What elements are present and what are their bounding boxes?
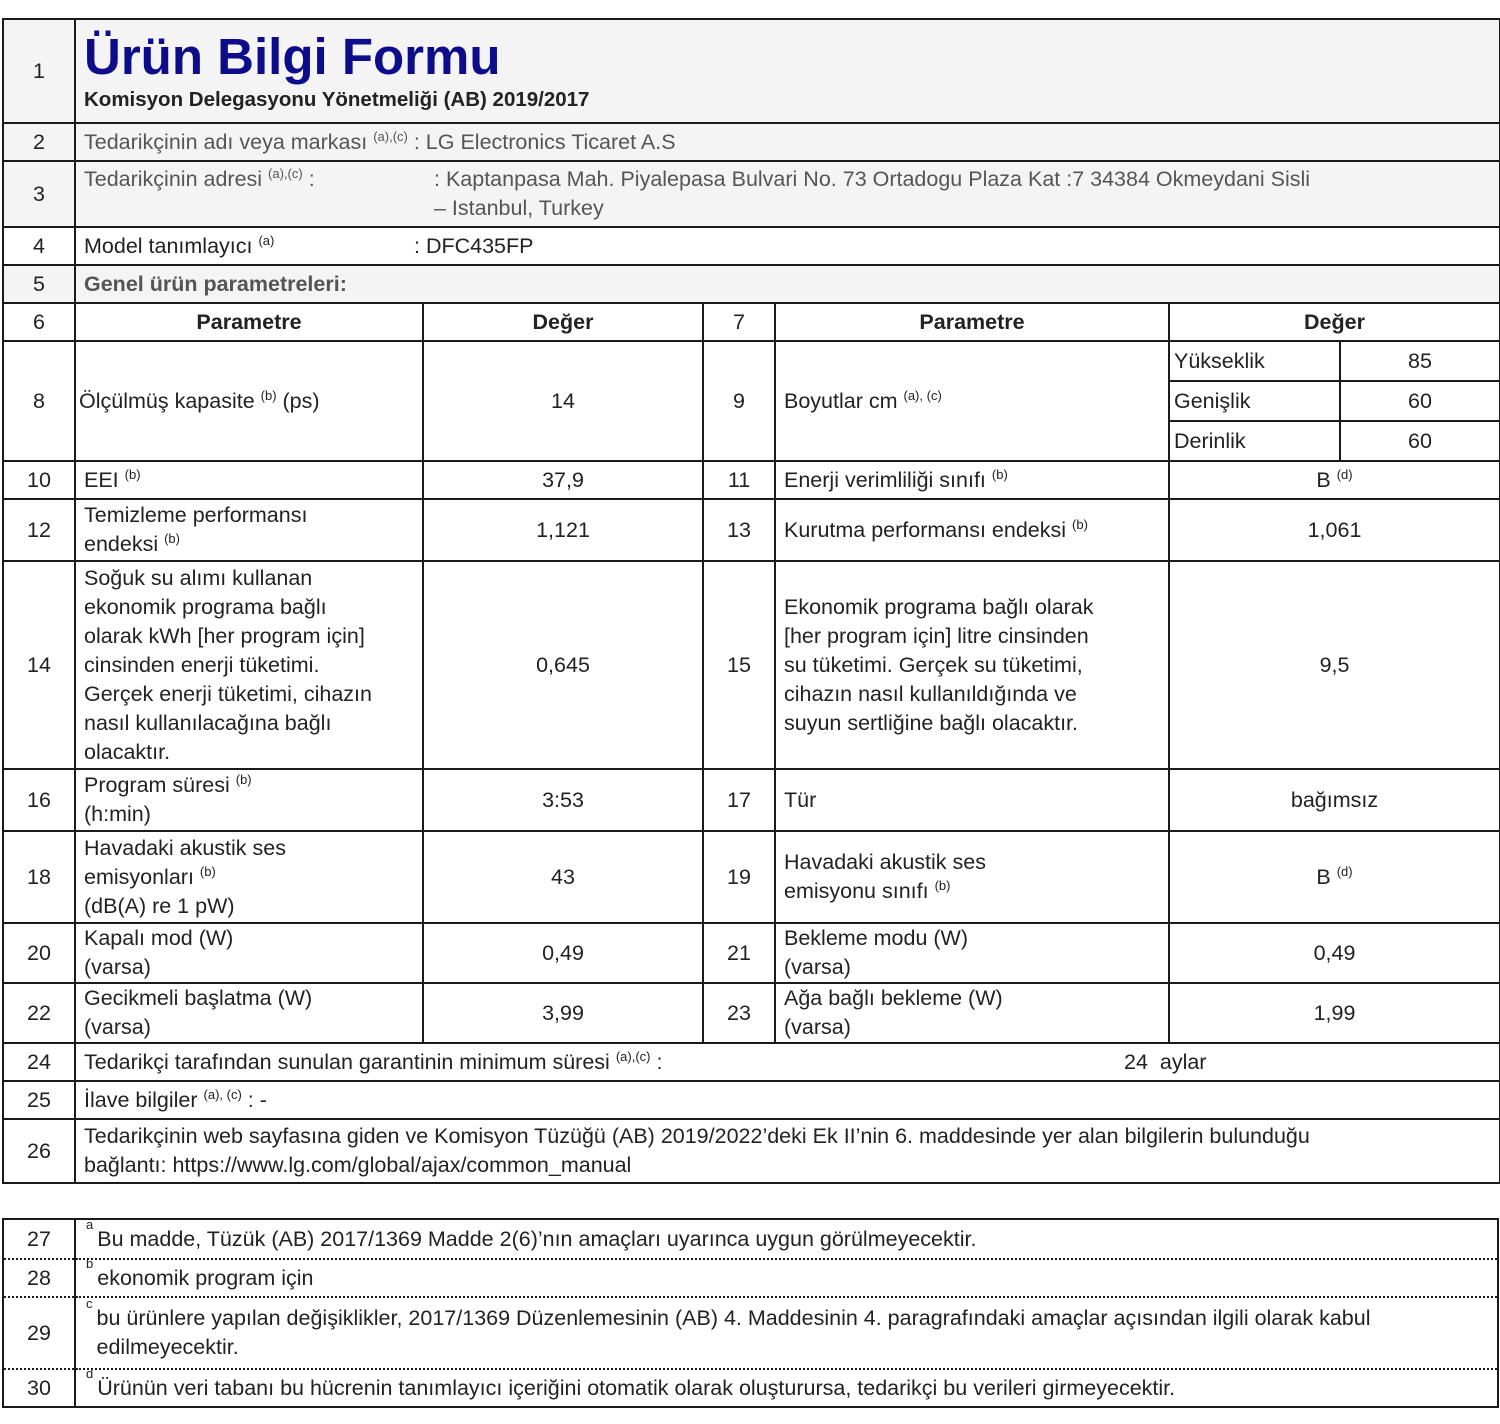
energy-consumption-line: ekonomik programa bağlı	[84, 594, 327, 619]
capacity-label-cell	[75, 341, 423, 461]
water-consumption-line: su tüketimi. Gerçek su tüketimi,	[784, 652, 1083, 677]
row-number: 9	[703, 341, 775, 461]
footnote-ref: (b)	[260, 387, 277, 403]
cleaning-value: 1,121	[423, 499, 703, 561]
footnote-ref: (d)	[1336, 466, 1353, 482]
row-number: 2	[3, 123, 75, 161]
dimensions-value-cell	[1169, 341, 1500, 461]
network-standby-label-line2: (varsa)	[784, 1015, 851, 1039]
eei-label: EEI	[84, 467, 119, 492]
energy-consumption-line: olacaktır.	[84, 739, 171, 764]
delay-start-label-line1: Gecikmeli başlatma (W)	[84, 986, 313, 1010]
footnote-mark: d	[86, 1365, 94, 1381]
height-label: Yükseklik	[1174, 349, 1265, 373]
warranty-cell	[75, 1043, 1500, 1081]
program-label-line2: (h:min)	[84, 802, 151, 826]
noise-class-value-cell	[1169, 831, 1500, 923]
row-number: 3	[3, 161, 75, 227]
footnote-ref: (d)	[1336, 863, 1353, 879]
row-number: 17	[703, 769, 775, 831]
column-header-parameter: Parametre	[775, 303, 1169, 341]
program-label-line1: Program süresi	[84, 773, 230, 797]
noise-class-value: B	[1316, 864, 1331, 889]
footnote-ref: (b)	[199, 863, 216, 879]
water-consumption-value: 9,5	[1169, 561, 1500, 769]
energy-class-value-cell	[1169, 461, 1500, 499]
footnote-mark: a	[86, 1216, 94, 1232]
energy-consumption-value: 0,645	[423, 561, 703, 769]
row-number: 15	[703, 561, 775, 769]
footnote-cell	[75, 1216, 1498, 1259]
footnote-ref: (b)	[1072, 516, 1088, 532]
general-params-row	[3, 265, 1500, 303]
column-header-parameter: Parametre	[75, 303, 423, 341]
warranty-value: 24 aylar	[1124, 1049, 1207, 1074]
footnote-cell	[75, 1255, 1498, 1297]
noise-label-line1: Havadaki akustik ses	[84, 835, 286, 860]
additional-info-cell	[75, 1081, 1500, 1119]
link-row	[3, 1119, 1500, 1183]
supplier-name-label: Tedarikçinin adı veya markası	[84, 129, 368, 154]
title-cell	[75, 19, 1500, 123]
eei-row	[3, 461, 1500, 499]
water-consumption-line: [her program için] litre cinsinden	[784, 623, 1089, 648]
footnote-ref: (b)	[934, 878, 951, 893]
noise-label-cell	[75, 831, 423, 923]
footnote-ref: (a),(c)	[373, 128, 408, 144]
row-number: 19	[703, 831, 775, 923]
water-consumption-label-cell	[775, 561, 1169, 769]
water-consumption-line: Ekonomik programa bağlı olarak	[784, 594, 1094, 619]
page-subtitle: Komisyon Delegasyonu Yönetmeliği (AB) 2019/2017	[84, 88, 590, 111]
link-cell	[75, 1119, 1500, 1183]
column-header-value: Değer	[1169, 303, 1500, 341]
depth-label: Derinlik	[1170, 421, 1340, 460]
supplier-name-cell	[75, 123, 1500, 161]
height-value: 85	[1340, 342, 1499, 381]
energy-consumption-line: nasıl kullanılacağına bağlı	[84, 710, 332, 735]
warranty-label: Tedarikçi tarafından sunulan garantinin minimum süresi	[84, 1049, 610, 1074]
energy-consumption-line: cinsinden enerji tüketimi.	[84, 652, 320, 677]
energy-class-value: B	[1316, 467, 1331, 492]
standby-label-line2: (varsa)	[784, 955, 851, 979]
row-number: 8	[3, 341, 75, 461]
warranty-colon: :	[650, 1049, 663, 1074]
capacity-label: Ölçülmüş kapasite	[79, 388, 255, 413]
model-cell	[75, 227, 1500, 265]
depth-value: 60	[1340, 421, 1499, 460]
footnote-row	[3, 1369, 1498, 1407]
energy-class-label-cell	[775, 461, 1169, 499]
supplier-address-label: Tedarikçinin adresi	[84, 167, 263, 191]
row-number: 29	[3, 1297, 75, 1369]
row-number: 16	[3, 769, 75, 831]
footnote-cell	[75, 1365, 1498, 1407]
supplier-address-row	[3, 161, 1500, 227]
energy-consumption-line: olarak kWh [her program için]	[84, 623, 365, 648]
row-number: 30	[3, 1369, 75, 1407]
row-number: 11	[703, 461, 775, 499]
dimensions-table	[1170, 342, 1499, 460]
additional-info-row	[3, 1081, 1500, 1119]
energy-consumption-line: Gerçek enerji tüketimi, cihazın	[84, 681, 372, 706]
footnote-row	[3, 1219, 1498, 1259]
page-title: Ürün Bilgi Formu	[84, 28, 501, 85]
general-params-heading: Genel ürün parametreleri:	[75, 265, 1500, 303]
row-number: 27	[3, 1219, 75, 1259]
row-number: 12	[3, 499, 75, 561]
row-number: 5	[3, 265, 75, 303]
footnote-text: Ürünün veri tabanı bu hücrenin tanımlayıcı içeriğini otomatik olarak oluşturursa, tedarikçi bu verileri girmeyecektir.	[97, 1375, 1176, 1400]
consumption-row	[3, 561, 1500, 769]
model-label: Model tanımlayıcı	[84, 233, 253, 258]
width-value: 60	[1340, 381, 1499, 421]
row-number: 28	[3, 1259, 75, 1297]
row-number: 14	[3, 561, 75, 769]
program-value: 3:53	[423, 769, 703, 831]
delay-start-label-line2: (varsa)	[84, 1015, 151, 1039]
supplier-name-row	[3, 123, 1500, 161]
capacity-dimensions-row	[3, 341, 1500, 461]
off-mode-label-line2: (varsa)	[84, 955, 151, 979]
energy-consumption-label-cell	[75, 561, 423, 769]
supplier-address-cell	[75, 161, 1500, 227]
footnote-ref: (b)	[991, 466, 1008, 482]
model-value: : DFC435FP	[414, 233, 534, 258]
supplier-address-line2: – Istanbul, Turkey	[434, 196, 604, 220]
footnote-ref: (a)	[258, 232, 275, 248]
footnote-text: ekonomik program için	[97, 1265, 314, 1290]
network-standby-label-cell	[775, 983, 1169, 1043]
noise-value: 43	[423, 831, 703, 923]
row-number: 10	[3, 461, 75, 499]
water-consumption-line: cihazın nasıl kullanıldığında ve	[784, 681, 1077, 706]
link-text-line1: Tedarikçinin web sayfasına giden ve Komisyon Tüzüğü (AB) 2019/2022’deki Ek II’nin 6. maddesinde yer alan bilgilerin bulunduğu	[84, 1124, 1310, 1148]
supplier-address-line1: : Kaptanpasa Mah. Piyalepasa Bulvari No. 73 Ortadogu Plaza Kat :7 34384 Okmeydani Sisli	[434, 167, 1311, 191]
row-number: 20	[3, 923, 75, 983]
row-number: 22	[3, 983, 75, 1043]
off-mode-label-cell	[75, 923, 423, 983]
footnote-text: bu ürünlere yapılan değişiklikler, 2017/1369 Düzenlemesinin (AB) 4. Maddesinin 4. paragrafındaki amaçlar açısından ilgili olarak kabul edilmeyecektir.	[96, 1306, 1371, 1359]
row-number: 6	[3, 303, 75, 341]
width-label: Genişlik	[1170, 381, 1340, 421]
program-label-cell	[75, 769, 423, 831]
network-standby-value: 1,99	[1169, 983, 1500, 1043]
type-value: bağımsız	[1169, 769, 1500, 831]
off-mode-value: 0,49	[423, 923, 703, 983]
footnote-row	[3, 1259, 1498, 1297]
footnote-ref: (b)	[164, 531, 180, 546]
row-number: 21	[703, 923, 775, 983]
energy-consumption-line: Soğuk su alımı kullanan	[84, 565, 313, 590]
cleaning-label-cell	[75, 499, 423, 561]
drying-label: Kurutma performansı endeksi	[784, 517, 1067, 542]
footnote-ref: (a), (c)	[903, 387, 942, 403]
drying-label-cell	[775, 499, 1169, 561]
additional-info-label: İlave bilgiler	[84, 1087, 198, 1112]
row-number: 25	[3, 1081, 75, 1119]
off-standby-row	[3, 923, 1500, 983]
delay-start-value: 3,99	[423, 983, 703, 1043]
cleaning-label-line1: Temizleme performansı	[84, 503, 308, 527]
warranty-row	[3, 1043, 1500, 1081]
eei-value: 37,9	[423, 461, 703, 499]
row-number: 24	[3, 1043, 75, 1081]
footnote-mark: b	[86, 1255, 94, 1271]
row-number: 18	[3, 831, 75, 923]
footnote-text: Bu madde, Tüzük (AB) 2017/1369 Madde 2(6)’nın amaçları uyarınca uygun görülmeyecektir.	[97, 1226, 977, 1251]
standby-label-line1: Bekleme modu (W)	[784, 926, 968, 950]
address-colon: :	[302, 167, 315, 191]
water-consumption-line: suyun sertliğine bağlı olacaktır.	[784, 710, 1078, 735]
delay-network-row	[3, 983, 1500, 1043]
footnote-ref: (a), (c)	[203, 1086, 242, 1102]
network-standby-label-line1: Ağa bağlı bekleme (W)	[784, 986, 1003, 1010]
noise-class-label-line2: emisyonu sınıfı	[784, 879, 929, 903]
standby-label-cell	[775, 923, 1169, 983]
row-number: 26	[3, 1119, 75, 1183]
energy-class-label: Enerji verimliliği sınıfı	[784, 467, 986, 492]
footnote-cell	[75, 1297, 1498, 1369]
row-number: 13	[703, 499, 775, 561]
cleaning-drying-row	[3, 499, 1500, 561]
noise-label-line2: emisyonları	[84, 864, 194, 889]
dimensions-label-cell	[775, 341, 1169, 461]
noise-row	[3, 831, 1500, 923]
supplier-name-value: : LG Electronics Ticaret A.S	[413, 129, 676, 154]
footnote-ref: (a),(c)	[615, 1048, 651, 1064]
capacity-unit: (ps)	[282, 388, 320, 413]
additional-info-value: : -	[241, 1087, 267, 1112]
footnote-ref: (a),(c)	[268, 166, 303, 181]
title-row	[3, 19, 1500, 123]
footnotes-table	[2, 1218, 1499, 1408]
standby-value: 0,49	[1169, 923, 1500, 983]
row-number: 1	[3, 19, 75, 123]
noise-label-line3: (dB(A) re 1 pW)	[84, 893, 235, 918]
column-header-value: Değer	[423, 303, 703, 341]
noise-class-label-cell	[775, 831, 1169, 923]
program-type-row	[3, 769, 1500, 831]
type-label: Tür	[775, 769, 1169, 831]
footnote-ref: (b)	[235, 772, 252, 787]
row-number: 23	[703, 983, 775, 1043]
capacity-value: 14	[423, 341, 703, 461]
drying-value: 1,061	[1169, 499, 1500, 561]
row-number: 7	[703, 303, 775, 341]
delay-start-label-cell	[75, 983, 423, 1043]
footnote-ref: (b)	[124, 466, 141, 482]
column-header-row	[3, 303, 1500, 341]
noise-class-label-line1: Havadaki akustik ses	[784, 850, 986, 874]
footnote-row	[3, 1297, 1498, 1369]
manual-link[interactable]: bağlantı: https://www.lg.com/global/ajax/common_manual	[84, 1153, 632, 1177]
off-mode-label-line1: Kapalı mod (W)	[84, 926, 234, 950]
model-row	[3, 227, 1500, 265]
cleaning-label-line2: endeksi	[84, 532, 159, 556]
row-number: 4	[3, 227, 75, 265]
dimensions-label: Boyutlar cm	[784, 388, 898, 413]
eei-label-cell	[75, 461, 423, 499]
product-info-sheet	[2, 18, 1500, 1184]
footnote-mark: c	[86, 1296, 93, 1311]
